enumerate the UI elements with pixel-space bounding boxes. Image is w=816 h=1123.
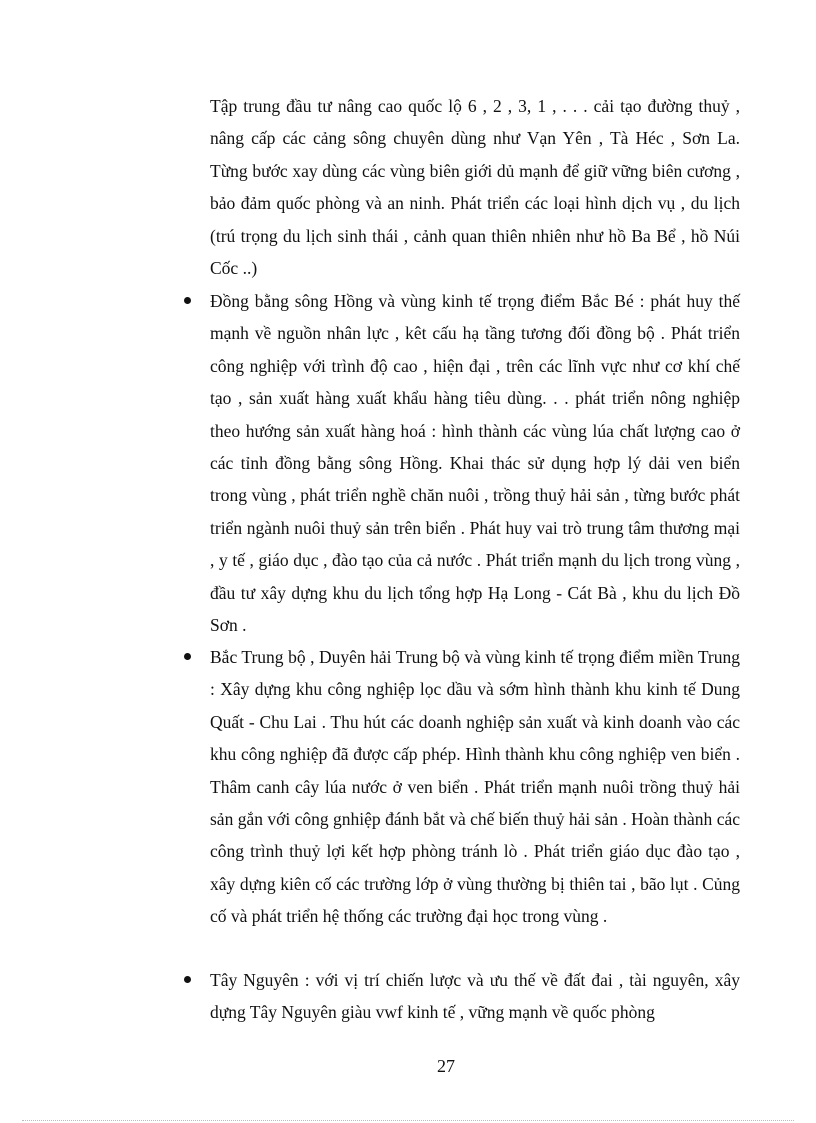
intro-paragraph: Tập trung đầu tư nâng cao quốc lộ 6 , 2 , 3, 1 , . . . cải tạo đường thuỷ , nâng cấp các cảng sông chuyên dùng như Vạn Yên , Tà Héc , Sơn La. Từng bước xay dùng các vùng biên giới dủ mạnh để giữ vững biên cương , bảo đảm quốc phòng và an ninh. Phát triển các loại hình dịch vụ , du lịch (trú trọng du lịch sinh thái , cảnh quan thiên nhiên như hồ Ba Bể , hồ Núi Cốc ..) xyxy=(210,96,740,279)
bullet-icon xyxy=(184,297,191,304)
bullet-icon xyxy=(184,653,191,660)
page-bottom-divider xyxy=(22,1120,794,1121)
bullet-icon xyxy=(184,976,191,983)
page-number: 27 xyxy=(437,1056,455,1076)
bullet-text: Đồng bằng sông Hồng và vùng kinh tế trọng điểm Bắc Bé : phát huy thế mạnh về nguồn nhân lực , kêt cấu hạ tầng tương đối đồng bộ . Phát triển công nghiệp với trình độ cao , hiện đại , trên các lĩnh vực như cơ khí chế tạo , sản xuất hàng xuất khẩu hàng tiêu dùng. . . phát triển nông nghiệp theo hướng sản xuất hàng hoá : hình thành các vùng lúa chất lượng cao ở các tỉnh đồng bằng sông Hồng. Khai thác sử dụng hợp lý dải ven biển trong vùng , phát triển nghề chăn nuôi , trồng thuỷ hải sản , từng bước phát triển ngành nuôi thuỷ sản trên biển . Phát huy vai trò trung tâm thương mại , y tế , giáo dục , đào tạo của cả nước . Phát triển mạnh du lịch trong vùng , đầu tư xây dựng khu du lịch tổng hợp Hạ Long - Cát Bà , khu du lịch Đồ Sơn . xyxy=(210,291,740,636)
bullet-text: Bắc Trung bộ , Duyên hải Trung bộ và vùng kinh tế trọng điểm miền Trung : Xây dựng khu công nghiệp lọc dầu và sớm hình thành khu kinh tế Dung Quất - Chu Lai . Thu hút các doanh nghiệp sản xuất và kinh doanh vào các khu công nghiệp đã được cấp phép. Hình thành khu công nghiệp ven biển . Thâm canh cây lúa nước ở ven biển . Phát triển mạnh nuôi trồng thuỷ hải sản gắn với công gnhiệp đánh bắt và chế biến thuỷ hải sản . Hoàn thành các công trình thuỷ lợi kết hợp phòng tránh lò . Phát triển giáo dục đào tạo , xây dựng kiên cố các trường lớp ở vùng thường bị thiên tai , bão lụt . Củng cố và phát triển hệ thống các trường đại học trong vùng . xyxy=(210,647,740,927)
bullet-text: Tây Nguyên : với vị trí chiến lược và ưu thế về đất đai , tài nguyên, xây dựng Tây Nguyên giàu vwf kinh tế , vững mạnh về quốc phòng xyxy=(210,970,740,1023)
